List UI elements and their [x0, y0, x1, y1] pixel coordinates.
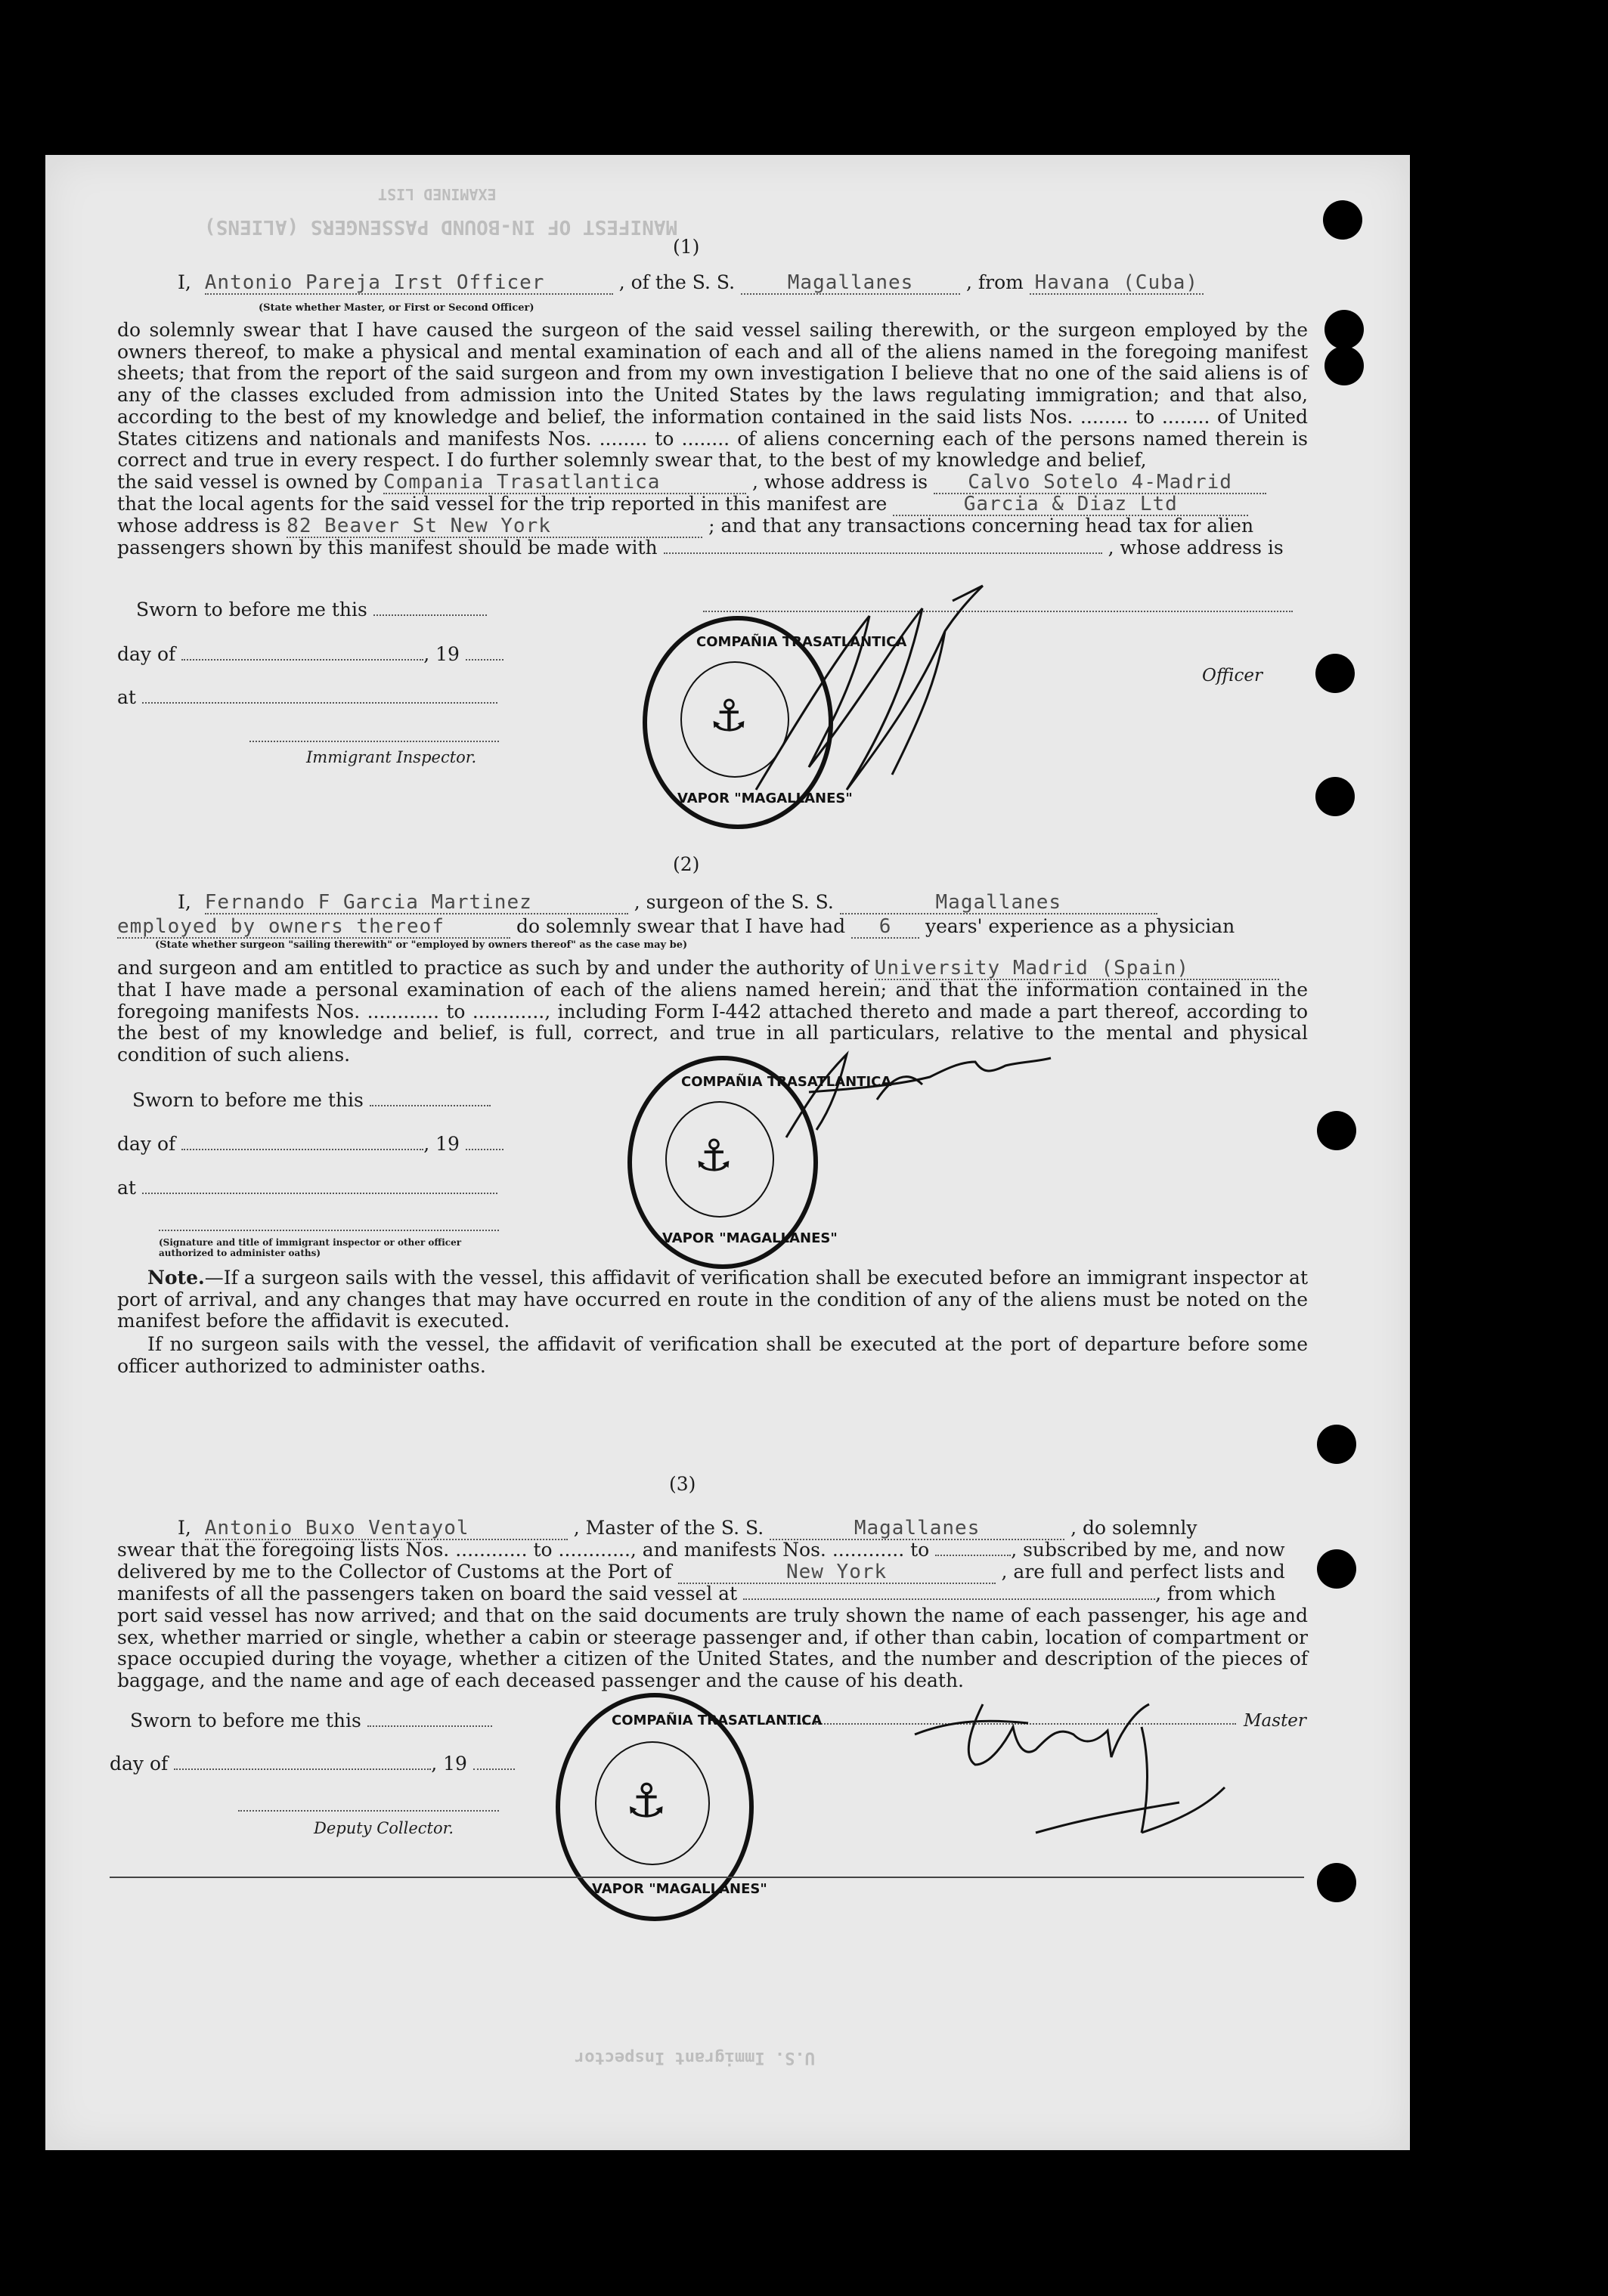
- punch-hole: [1315, 654, 1355, 693]
- agents-address-label: whose address is: [117, 515, 281, 537]
- note2-paragraph: If no surgeon sails with the vessel, the affidavit of verification shall be executed at the port of departure before some officer authorized to administer oaths.: [117, 1333, 1308, 1377]
- authority-field[interactable]: University Madrid (Spain): [875, 958, 1279, 980]
- day-of-2: day of , 19: [117, 1134, 503, 1155]
- punch-hole: [1323, 200, 1362, 240]
- bottom-rule: [110, 1877, 1304, 1878]
- agents-label: that the local agents for the said vessel for the trip reported in this manifest are: [117, 493, 888, 515]
- surgeon-name-field[interactable]: Fernando F Garcia Martinez: [205, 892, 628, 914]
- inspector-label: Immigrant Inspector.: [306, 748, 477, 766]
- headtax-text: ; and that any transactions concerning head tax for alien: [708, 515, 1254, 537]
- section-3-number: (3): [669, 1473, 696, 1495]
- signature-caption-2: (Signature and title of immigrant inspector or other officer authorized to administer oaths): [159, 1237, 462, 1258]
- officer-signature: [696, 563, 1036, 835]
- at-1: at: [117, 687, 497, 708]
- at-2: at: [117, 1177, 497, 1199]
- vessel-name-field-2[interactable]: Magallanes: [840, 892, 1157, 914]
- master-signature: [892, 1674, 1285, 1848]
- section-3-line4: manifests of all the passengers taken on board the said vessel at , from which: [117, 1583, 1276, 1604]
- officer-label: Officer: [1202, 666, 1263, 685]
- employment-field[interactable]: employed by owners thereof: [117, 916, 510, 939]
- agents-address-line: [117, 515, 1253, 538]
- of-ss-label: , of the S. S.: [618, 271, 736, 293]
- authority-text: and surgeon and am entitled to practice as such by and under the authority of: [117, 957, 869, 979]
- ship-stamp-3: COMPAÑIA TRASATLANTICA VAPOR "MAGALLANES" ⚓: [556, 1693, 754, 1921]
- vessel-name-field-3[interactable]: Magallanes: [770, 1518, 1064, 1540]
- sworn-1: Sworn to before me this: [136, 599, 487, 620]
- i-label: I,: [178, 271, 191, 293]
- surgeon-inspector-line: [159, 1230, 499, 1231]
- passengers-line: [117, 537, 1284, 559]
- sworn-3: Sworn to before me this: [130, 1710, 492, 1731]
- section-3-line1: [178, 1518, 1197, 1540]
- note-text: —If a surgeon sails with the vessel, this affidavit of verification shall be executed before an immigrant inspector at port of arrival, and any changes that may have occurred en route in the condition of any of the aliens must be noted on the manifest before the affidavit is executed.: [117, 1267, 1308, 1332]
- years-text: years' experience as a physician: [925, 915, 1235, 937]
- employment-caption: (State whether surgeon "sailing therewith" or "employed by owners thereof" as the case may be): [155, 939, 688, 951]
- section-2-number: (2): [673, 853, 700, 875]
- section-1-number: (1): [673, 236, 700, 258]
- note-paragraph: [117, 1267, 1308, 1332]
- agents-field[interactable]: Garcia & Diaz Ltd: [893, 494, 1248, 516]
- section-2-paragraph: that I have made a personal examination of each of the aliens named herein; and that the information contained in the foregoing manifests Nos. ............ to ............, including Form I-442 attached thereto and made a part thereof, according to the best of my knowledge and belief, is full, correct, and true in all particulars, relative to the mental and physical condition of such aliens.: [117, 979, 1308, 1066]
- collector-signature-line: [238, 1810, 499, 1812]
- section-1-line1: [178, 272, 1204, 295]
- role-caption: (State whether Master, or First or Second Officer): [259, 302, 534, 314]
- agents-line: [117, 494, 1248, 516]
- punch-hole: [1317, 1549, 1356, 1589]
- departure-port-field[interactable]: [743, 1598, 1155, 1600]
- bleed-through-heading: MANIFEST OF IN-BOUND PASSENGERS (ALIENS): [204, 215, 678, 238]
- sworn-2: Sworn to before me this: [132, 1090, 491, 1111]
- vessel-name-field[interactable]: Magallanes: [741, 272, 960, 295]
- owner-address-label: , whose address is: [752, 471, 928, 493]
- ship-stamp-2: COMPAÑIA TRASATLANTICA VAPOR "MAGALLANES" ⚓: [627, 1056, 818, 1269]
- i-label: I,: [178, 891, 191, 913]
- day-of-3: day of , 19: [110, 1753, 515, 1775]
- i-label: I,: [178, 1517, 191, 1539]
- section-2-line2: [117, 916, 1235, 939]
- from-label: , from: [966, 271, 1024, 293]
- collector-label: Deputy Collector.: [314, 1819, 454, 1837]
- owned-label: the said vessel is owned by: [117, 471, 378, 493]
- authority-line: [117, 958, 1279, 980]
- port-field[interactable]: New York: [678, 1561, 996, 1584]
- ship-stamp-1: COMPAÑIA TRASATLANTICA VAPOR "MAGALLANES" ⚓: [643, 616, 833, 829]
- section-3-line3: delivered by me to the Collector of Customs at the Port of New York , are full and perfect lists and: [117, 1561, 1285, 1583]
- owned-line: [117, 472, 1266, 494]
- punch-hole: [1317, 1425, 1356, 1464]
- anchor-icon: ⚓: [709, 690, 748, 741]
- section-2-line1: [178, 892, 1157, 914]
- manifest-sheet: [45, 155, 1410, 2150]
- anchor-icon: ⚓: [694, 1130, 733, 1181]
- surgeon-of-label: , surgeon of the S. S.: [634, 891, 834, 913]
- day-of-1: day of , 19: [117, 644, 503, 665]
- owner-field[interactable]: Compania Trasatlantica: [383, 472, 746, 494]
- inspector-signature-line: [249, 741, 499, 742]
- punch-hole: [1317, 1111, 1356, 1150]
- bleed-through-label: EXAMINED LIST: [378, 185, 497, 203]
- whose-address-label: , whose address is: [1108, 537, 1284, 559]
- swear-text: do solemnly swear that I have had: [516, 915, 846, 937]
- agents-address-field[interactable]: 82 Beaver St New York: [287, 515, 702, 538]
- master-label: Master: [1244, 1711, 1306, 1731]
- from-port-field[interactable]: Havana (Cuba): [1030, 272, 1204, 295]
- owner-address-field[interactable]: Calvo Sotelo 4-Madrid: [934, 472, 1266, 494]
- note-label: Note.: [147, 1267, 205, 1289]
- officer-name-field[interactable]: Antonio Pareja Irst Officer: [205, 272, 613, 295]
- master-of-label: , Master of the S. S.: [573, 1517, 764, 1539]
- punch-hole: [1317, 1863, 1356, 1902]
- punch-hole: [1315, 777, 1355, 816]
- section-3-paragraph: port said vessel has now arrived; and that on the said documents are truly shown the name of each passenger, his age and sex, whether married or single, whether a cabin or steerage passenger and, if other than cabin, location of compartment or space occupied during the voyage, whether a citizen of the United States, and the number and description of the pieces of baggage, and the name and age of each deceased passenger and the cause of his death.: [117, 1604, 1308, 1692]
- passengers-text: passengers shown by this manifest should be made with: [117, 537, 658, 559]
- section-1-paragraph: do solemnly swear that I have caused the surgeon of the said vessel sailing therewith, or the surgeon employed by the owners thereof, to make a physical and mental examination of each and all of the aliens named in the foregoing manifest sheets; that from the report of the said surgeon and from my own investigation I believe that no one of the said aliens is of any of the classes excluded from admission into the United States by the laws regulating immigration; and that also, according to the best of my knowledge and belief, the information contained in the said lists Nos. ........ to ........ of United States citizens and nationals and manifests Nos. ........ to ........ of aliens concerning each of the persons named therein is correct and true in every respect. I do further solemnly swear that, to the best of my knowledge and belief,: [117, 319, 1308, 472]
- anchor-icon: ⚓: [625, 1773, 668, 1828]
- solemnly-text: , do solemnly: [1070, 1517, 1197, 1539]
- punch-hole: [1325, 310, 1364, 349]
- bleed-through-footer: U.S. Immigrant Inspector: [575, 2048, 815, 2067]
- master-name-field[interactable]: Antonio Buxo Ventayol: [205, 1518, 568, 1540]
- years-field[interactable]: 6: [851, 916, 919, 939]
- surgeon-signature: [764, 1032, 1111, 1153]
- headtax-contact-field[interactable]: [664, 552, 1102, 554]
- punch-hole: [1325, 346, 1364, 385]
- section-3-line2: swear that the foregoing lists Nos. ............ to ............, and manifests Nos. ............ to , subscribed by me, and now: [117, 1539, 1285, 1561]
